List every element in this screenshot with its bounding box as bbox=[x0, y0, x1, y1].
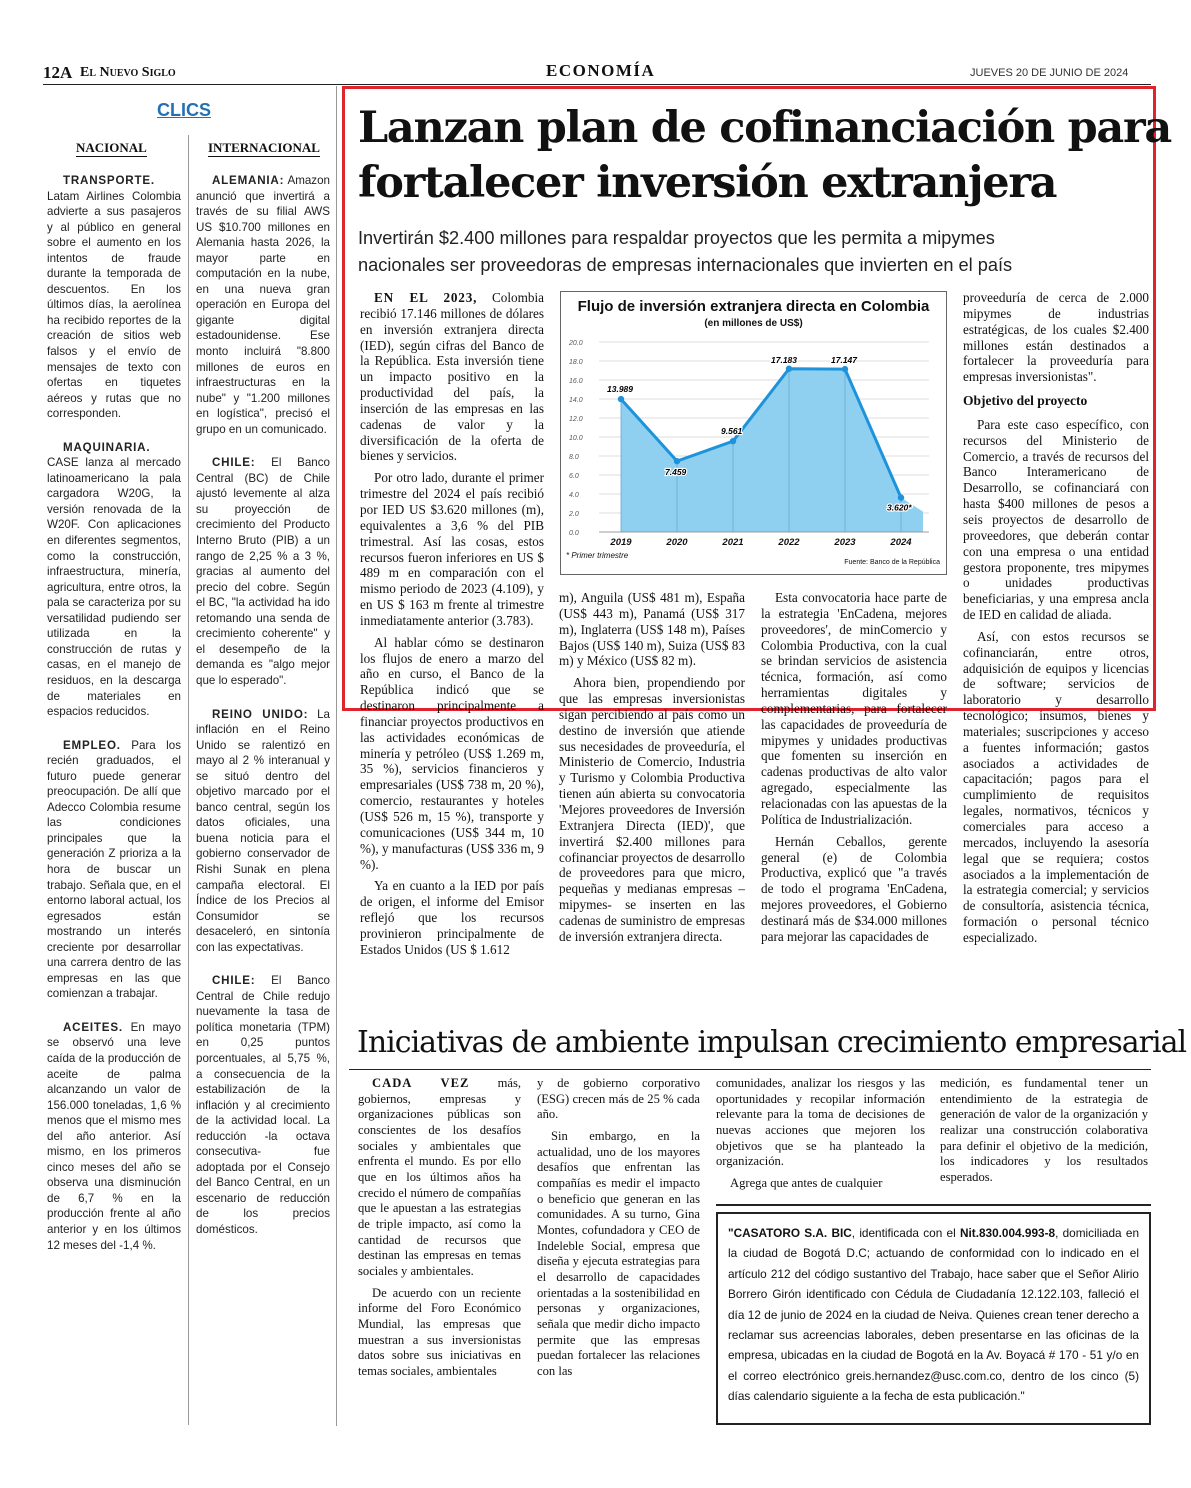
x-tick-label: 2021 bbox=[722, 537, 744, 548]
sidebar-nacional-column bbox=[47, 173, 181, 1267]
main-deck-line-2: nacionales ser proveedoras de empresas internacionales que invierten en el país bbox=[358, 255, 1013, 275]
legal-notice: "CASATORO S.A. BIC, identificada con el Nit.830.004.993-8, domiciliada en la ciudad de Bogotá D.C; actuando de conformidad con lo indicado en el artículo 212 del código sustantivo del Trabajo, hace saber que el Señor Alirio Borrero Girón identificado con Cédula de Ciudadanía 12.122.103, falleció el día 12 de junio de 2024 en la ciudad de Neiva. Quienes crean tener derecho a reclamar sus acreencias laborales, deben presentarse en las oficinas de la empresa, ubicadas en la ciudad de Bogotá en la Av. Boyacá # 170 - 51 y/o en el correo electrónico greis.hernandez@usc.com.co, dentro de los cinco (5) días calendario siguiente a la fecha de esta publicación." bbox=[716, 1212, 1151, 1425]
x-tick-label: 2022 bbox=[778, 537, 800, 548]
data-label: 13.989 bbox=[607, 384, 633, 395]
y-tick-label: 16.0 bbox=[569, 378, 583, 385]
data-label: 7.459 bbox=[665, 467, 687, 478]
brief-empleo: EMPLEO. Para los recién graduados, el futuro puede generar preocupación. De allí que Adecco Colombia resume las condiciones principales que la generación Z prioriza a la hora de buscar un trabajo. Señala que, en el entorno laboral actual, los egresados están mostrando un interés creciente por desarrollar una carrera dentro de las empresas en las que comienzan a trabajar. bbox=[47, 738, 181, 1001]
x-tick-label: 2020 bbox=[666, 537, 688, 548]
data-point bbox=[842, 366, 848, 372]
y-tick-label: 8.0 bbox=[569, 454, 579, 461]
ied-chart bbox=[560, 291, 947, 575]
section-title: ECONOMÍA bbox=[546, 61, 656, 80]
sidebar-right-rule bbox=[336, 86, 337, 1426]
data-point bbox=[674, 458, 680, 464]
notice-nit: Nit.830.004.993-8 bbox=[959, 1226, 1056, 1240]
y-tick-label: 4.0 bbox=[569, 492, 579, 499]
brief-aceites: ACEITES. En mayo se observó una leve caída de la producción de aceite de palma alcanzando un valor de 156.000 toneladas, 1,6 % menos que el mismo mes del año anterior. Así mismo, en los primeros cinco meses del año se observa una disminución de 6,7 % en la producción frente al año anterior y en los últimos 12 meses del -1,4 %. bbox=[47, 1020, 181, 1252]
y-tick-label: 10.0 bbox=[569, 435, 583, 442]
data-label: 17.183 bbox=[771, 354, 797, 365]
brief-maquinaria: MAQUINARIA. CASE lanza al mercado latinoamericano la pala cargadora W20G, la versión renovada de la W20F. Con aplicaciones en diferentes segmentos, como la construcción, infraestructura, minería, agricultura, entre otros, la pala se caracteriza por su versatilidad pudiendo ser utilizada en la construcción de rutas y casas, en el manejo de residuos, en la descarga de materiales en espacios reducidos. bbox=[47, 440, 181, 719]
data-label: 17.147 bbox=[831, 355, 857, 366]
chart-plot bbox=[561, 292, 946, 574]
main-col-1: EN EL 2023, Colombia recibió 17.146 millones de dólares en inversión extranjera directa (IED), según cifras del Banco de la República. Esta inversión tiene un impacto positivo en la productividad del país, la inserción de las empresas en las cadenas de valor y la diversificación de la oferta de bienes y servicios. Por otro lado, durante el primer trimestre del 2024 el país recibió por IED US $3.620 millones (m), equivalentes a 3,6 % del PIB trimestral. Así las cosas, estos recursos fueron inferiores en US $ 489 m en comparación con el mismo periodo de 2023 (4.109), y en US $ 163 m frente al trimestre inmediatamente anterior (3.783). Al hablar cómo se destinaron los flujos de enero a marzo del año en curso, el Banco de la República indicó que se destinaron principalmente a financiar proyectos productivos en las actividades económicas de minería y petróleo (US$ 1.269 m, 35 %), servicios financieros y empresariales (US$ 738 m, 20 %), comercio, restaurantes y hoteles (US$ 526 m, 15 %), transporte y comunicaciones (US$ 344 m, 10 %), y manufacturas (US$ 336 m, 9 %). Ya en cuanto a la IED por país de origen, el informe del Emisor reflejó que los recursos provinieron principalmente de Estados Unidos (US $ 1.612 bbox=[360, 290, 545, 957]
sidebar-vertical-rule bbox=[188, 135, 189, 1425]
main-headline-line-1: Lanzan plan de cofinanciación para bbox=[358, 103, 1171, 153]
sidebar-title: CLICS bbox=[157, 100, 211, 120]
notice-top-rule bbox=[716, 1204, 1151, 1206]
data-label: 3.620* bbox=[887, 502, 912, 513]
newspaper-name: El Nuevo Siglo bbox=[80, 65, 176, 80]
brief-transporte: TRANSPORTE. Latam Airlines Colombia advierte a sus pasajeros y al público en general sobre el aumento en los intentos de fraude durante la temporada de descuentos. En los últimos días, la aerolínea ha recibido reportes de la creación de sitios web falsos y el envío de mensajes de texto con ofertas en tiquetes aéreos y rutas que no corresponden. bbox=[47, 174, 181, 421]
issue-date: JUEVES 20 DE JUNIO DE 2024 bbox=[970, 67, 1129, 79]
chart-title: Flujo de inversión extranjera directa en Colombia bbox=[577, 298, 930, 315]
x-tick-label: 2019 bbox=[610, 537, 632, 548]
x-tick-label: 2023 bbox=[834, 537, 856, 548]
second-col-1: CADA VEZ más, gobiernos, empresas y organizaciones públicas son conscientes de los desafíos sociales y ambientales que enfrenta el mundo. Es por ello que en los últimos años ha crecido el número de compañías que le apuestan a las estrategias de triple impacto, así como la cantidad de recursos que destinan las empresas en temas sociales y ambientales. De acuerdo con un reciente informe del Foro Económico Mundial, las empresas que muestran a sus inversionistas datos sobre sus iniciativas en temas sociales, ambientales bbox=[358, 1076, 521, 1378]
second-article-top-rule bbox=[349, 1069, 1151, 1070]
chart-source: Fuente: Banco de la República bbox=[844, 559, 940, 566]
main-headline-line-2: fortalecer inversión extranjera bbox=[358, 158, 1057, 208]
sidebar-heading-internacional: INTERNACIONAL bbox=[208, 140, 320, 155]
main-col-2: m), Anguila (US$ 481 m), España (US$ 443 m), Panamá (US$ 317 m), Inglaterra (US$ 148 m), Países Bajos (US$ 140 m), Suiza (US$ 83 m) y México (US$ 82 m). Ahora bien, propendiendo por que las empresas inversionistas sigan percibiendo al país como un destino de inversión que atiende sus necesidades de proveeduría, el Ministerio de Comercio, Industria y Turismo y Colombia Productiva tienen aún abierta su convocatoria 'Mejores proveedores de Inversión Extranjera Directa (IED)', que invertirá $2.400 millones para cofinanciar proyectos de desarrollo de proveedores para que micro, pequeñas y medianas empresas –mipymes- se inserten en las cadenas de suministro de empresas de inversión extranjera directa. bbox=[559, 590, 745, 944]
data-label: 9.561 bbox=[721, 426, 743, 437]
notice-company: "CASATORO S.A. BIC bbox=[728, 1226, 852, 1240]
second-headline: Iniciativas de ambiente impulsan crecimiento empresarial bbox=[357, 1025, 1187, 1060]
brief-chile-tpm: CHILE: El Banco Central de Chile redujo nuevamente la tasa de política monetaria (TPM) en 0,25 puntos porcentuales, al 5,75 %, a consecuencia de la estabilización de la inflación y al crecimiento de la actividad local. La reducción -la octava consecutiva- fue adoptada por el Consejo del Banco Central, en un escenario de reducción de los precios domésticos. bbox=[196, 974, 330, 1236]
header-rule bbox=[43, 84, 1151, 85]
second-col-3: comunidades, analizar los riesgos y las oportunidades y recopilar información relevante para la toma de decisiones de nuevas acciones que mejoren los objetivos que se ha planteado la organización. Agrega que antes de cualquier bbox=[716, 1076, 925, 1190]
main-col-4: proveeduría de cerca de 2.000 mipymes de industrias estratégicas, de los cuales $2.400 millones están destinados a fortalecer la proveeduría para empresas inversionistas". Objetivo del proyecto Para este caso específico, con recursos del Ministerio de Comercio, a través de recursos del Banco Interamericano de Desarrollo, se cofinanciará con hasta $400 millones de pesos a seis proyectos de desarrollo de proveedores, que deberán contar con una empresa o una entidad gestora proponente, tres mipymes o unidades productivas beneficiarias, y una empresa ancla de IED en calidad de aliada. Así, con estos recursos se cofinanciarán, entre otros, adquisición de equipos y licencias de software; servicios de laboratorio y desarrollo tecnológico; insumos, bienes y materiales; suscripciones y acceso a fuentes información; gastos asociados a actividades de capacitación; pagos para el cumplimiento de requisitos legales, normativos, técnicos y comerciales para acceso a mercados, incluyendo la asesoría legal que se requiera; costos asociados a la implementación de la estrategia comercial; y servicios de consultoría, asistencia técnica, formación o personal técnico especializado. bbox=[963, 290, 1149, 945]
y-tick-label: 6.0 bbox=[569, 473, 579, 480]
sidebar-internacional-column bbox=[196, 173, 330, 1252]
y-tick-label: 0.0 bbox=[569, 530, 579, 537]
brief-reino-unido: REINO UNIDO: La inflación en el Reino Unido se ralentizó en mayo al 2 % interanual y se situó dentro del objetivo marcado por el banco central, según los datos oficiales, una buena noticia para el gobierno conservador de Rishi Sunak en plena campaña electoral. El Índice de los Precios al Consumidor se desaceleró, en sintonía con las expectativas. bbox=[196, 707, 330, 954]
brief-alemania: ALEMANIA: Amazon anunció que invertirá a través de su filial AWS US $10.700 millones en Alemania hasta 2026, la mayor parte en computación en la nube, en una nueva gran operación en Europa del gigante digital estadounidense. Ese monto incluirá "8.800 millones de euros en infraestructuras en la nube" y "1.200 millones en logística", precisó el grupo en un comunicado. bbox=[196, 174, 330, 436]
col4-subhead: Objetivo del proyecto bbox=[963, 393, 1088, 409]
data-point bbox=[730, 438, 736, 444]
main-deck-line-1: Invertirán $2.400 millones para respaldar proyectos que les permita a mipymes bbox=[358, 228, 995, 248]
y-tick-label: 18.0 bbox=[569, 359, 583, 366]
data-point bbox=[898, 494, 904, 500]
brief-chile-pib: CHILE: El Banco Central (BC) de Chile ajustó levemente al alza su proyección de crecimiento del Producto Interno Bruto (PIB) a un rango de 2,25 % a 3 %, gracias al aumento del precio del cobre. Según el BC, "la actividad ha ido retomando una senda de crecimiento coherente" y el desempeño de la demanda es "algo mejor que lo esperado". bbox=[196, 456, 330, 687]
y-tick-label: 12.0 bbox=[569, 416, 583, 423]
y-tick-label: 14.0 bbox=[569, 397, 583, 404]
sidebar-heading-nacional: NACIONAL bbox=[76, 140, 147, 155]
main-col-3: Esta convocatoria hace parte de la estrategia 'EnCadena, mejores proveedores', de minComercio y Colombia Productiva, con la cual se brindan servicios de asistencia técnica, formación, así como herramientas digitales y complementarias, para fortalecer las capacidades de proveeduría de mipymes y unidades productivas que fomenten su inserción en cadenas productivas de alto valor agregado, especialmente las relacionadas con las apuestas de la Política de Industrialización. Hernán Ceballos, gerente general (e) de Colombia Productiva, explicó que "a través de todo el programa 'EnCadena, mejores proveedores, el Gobierno destinará más de $34.000 millones para mejorar las capacidades de bbox=[761, 590, 947, 944]
data-point bbox=[618, 396, 624, 402]
y-tick-label: 20.0 bbox=[569, 340, 583, 347]
chart-subtitle: (en millones de US$) bbox=[704, 318, 803, 329]
y-tick-label: 2.0 bbox=[569, 511, 579, 518]
second-col-4: medición, es fundamental tener un entendimiento de la estrategia de generación de valor de la organización y realizar una construcción colaborativa para definir el objetivo de la medición, los indicadores y los resultados esperados. bbox=[940, 1076, 1148, 1184]
data-point bbox=[786, 366, 792, 372]
chart-footnote: * Primer trimestre bbox=[566, 551, 629, 560]
x-tick-label: 2024 bbox=[890, 537, 912, 548]
page-number: 12A bbox=[43, 63, 73, 82]
second-col-2: y de gobierno corporativo (ESG) crecen más de 25 % cada año. Sin embargo, en la actualidad, uno de los mayores desafíos que enfrentan las compañías es medir el impacto o beneficio que generan en las comunidades. A su turno, Gina Montes, cofundadora y CEO de Indeleble Social, empresa que diseña y ejecuta estrategias para el desarrollo de capacidades orientadas a la sostenibilidad en personas y organizaciones, señala que medir dicho impacto permite que las empresas puedan fortalecer las relaciones con las bbox=[537, 1076, 700, 1378]
